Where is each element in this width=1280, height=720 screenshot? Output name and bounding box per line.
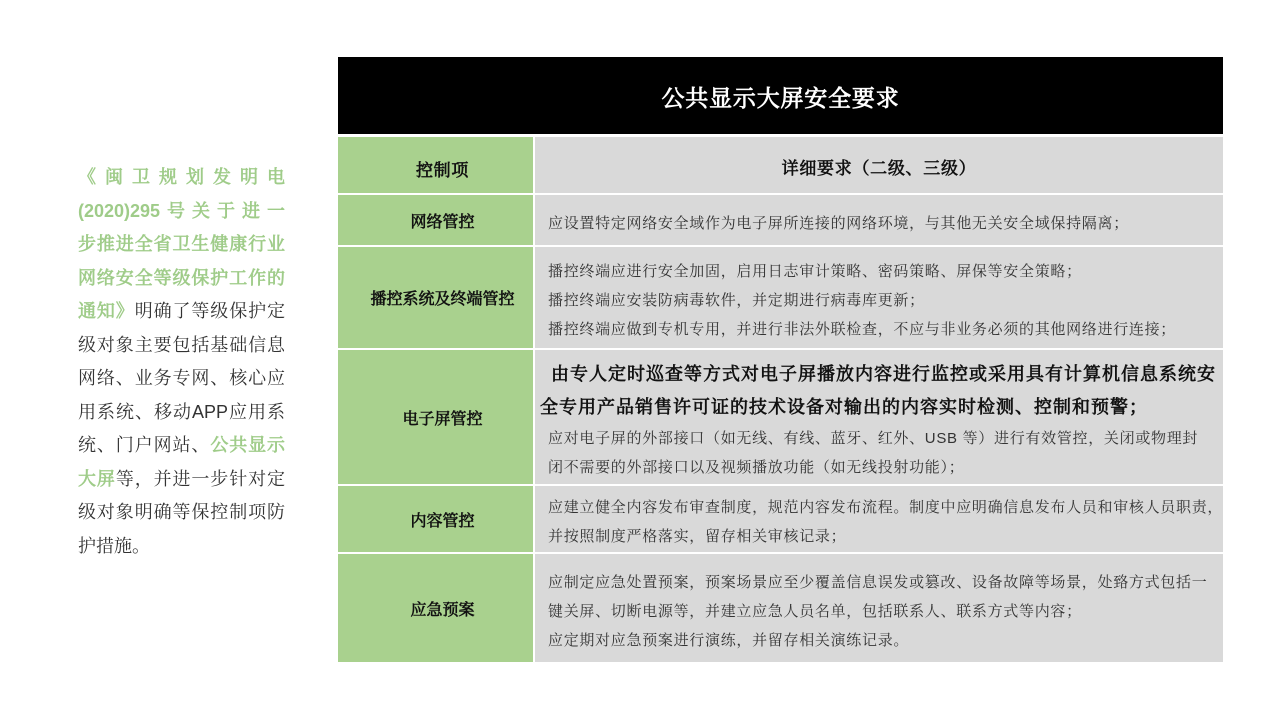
control-item-text: 电子屏管控	[402, 410, 483, 428]
requirement-line: 播控终端应安装防病毒软件，并定期进行病毒库更新；	[548, 292, 925, 309]
control-item-label	[338, 554, 533, 662]
intro-highlight-term: 大屏	[78, 468, 116, 489]
column-header-control	[338, 137, 533, 193]
intro-line	[78, 329, 285, 363]
requirement-item	[548, 626, 1223, 655]
requirement-line: 并按照制度严格落实，留存相关审核记录；	[548, 528, 847, 545]
intro-line	[78, 262, 285, 296]
intro-text: 护措施。	[78, 535, 150, 556]
intro-line	[78, 295, 285, 329]
intro-document-title: 步推进全省卫生健康行业	[78, 234, 285, 254]
control-item-label	[338, 247, 533, 348]
intro-paragraph	[78, 161, 285, 563]
intro-line	[78, 396, 285, 430]
intro-text: 等，并进一步针对定	[115, 468, 286, 489]
control-item-text: 应急预案	[410, 601, 475, 619]
intro-line	[78, 161, 285, 195]
table-title: 公共显示大屏安全要求	[661, 85, 900, 111]
intro-text: 级对象明确等保控制项防	[78, 502, 285, 522]
column-header-requirements-text: 详细要求（二级、三级）	[781, 158, 977, 178]
intro-text: 明确了等级保护定	[134, 301, 286, 321]
control-item-label	[338, 195, 533, 245]
requirement-item	[548, 209, 1223, 238]
control-item-text: 内容管控	[410, 512, 475, 530]
intro-document-title: 《闽卫规划发明电	[78, 167, 285, 187]
requirements-table	[338, 57, 1223, 662]
intro-text: 网络、业务专网、核心应	[78, 368, 285, 388]
intro-document-title: (2020)295号关于进一	[78, 200, 285, 221]
requirement-line: 闭不需要的外部接口以及视频播放功能（如无线投射功能）；	[548, 459, 965, 476]
control-item-label	[338, 486, 533, 552]
intro-line	[78, 496, 285, 530]
requirement-cell	[535, 247, 1223, 348]
requirement-line: 全专用产品销售许可证的技术设备对输出的内容实时检测、控制和预警；	[540, 397, 1148, 417]
control-item-text: 网络管控	[410, 213, 475, 231]
intro-line	[78, 228, 285, 262]
requirement-item	[548, 424, 1223, 482]
control-item-text: 播控系统及终端管控	[370, 291, 515, 308]
requirement-line: 播控终端应做到专机专用，并进行非法外联检查，不应与非业务必须的其他网络进行连接；	[548, 321, 1177, 338]
table-grid	[338, 137, 1223, 662]
requirement-line: 应建立健全内容发布审查制度，规范内容发布流程。制度中应明确信息发布人员和审核人员职责，	[548, 499, 1224, 516]
requirement-item	[548, 315, 1223, 344]
requirement-item	[548, 568, 1223, 626]
requirement-item	[548, 257, 1223, 286]
requirement-line: 由专人定时巡查等方式对电子屏播放内容进行监控或采用具有计算机信息系统安	[551, 364, 1216, 384]
requirement-line: 应对电子屏的外部接口（如无线、有线、蓝牙、红外、USB 等）进行有效管控，关闭或物理封	[548, 430, 1199, 447]
intro-text: 统、门户网站、	[78, 435, 211, 455]
table-title-bar	[338, 57, 1223, 134]
intro-document-title: 通知》	[78, 301, 135, 321]
intro-text: 用系统、移动APP应用系	[78, 401, 285, 422]
column-header-requirements	[535, 137, 1223, 193]
intro-line	[78, 429, 285, 463]
requirement-item	[548, 286, 1223, 315]
requirement-cell	[535, 350, 1223, 484]
intro-line	[78, 463, 285, 497]
requirement-item-emphasized	[540, 358, 1223, 424]
requirement-cell	[535, 554, 1223, 662]
requirement-line: 应制定应急处置预案，预案场景应至少覆盖信息误发或篡改、设备故障等场景，处臵方式包括一	[548, 573, 1208, 591]
intro-highlight-term: 公共显示	[210, 435, 286, 455]
requirement-cell	[535, 486, 1223, 552]
intro-line	[78, 530, 285, 564]
control-item-label	[338, 350, 533, 484]
requirement-line: 应设置特定网络安全域作为电子屏所连接的网络环境，与其他无关安全域保持隔离；	[548, 214, 1129, 232]
column-header-control-text: 控制项	[415, 160, 470, 180]
intro-line	[78, 195, 285, 229]
intro-line	[78, 362, 285, 396]
requirement-item	[548, 493, 1223, 551]
requirement-cell	[535, 195, 1223, 245]
requirement-line: 应定期对应急预案进行演练，并留存相关演练记录。	[548, 631, 910, 649]
requirement-line: 播控终端应进行安全加固，启用日志审计策略、密码策略、屏保等安全策略；	[548, 263, 1082, 280]
requirement-line: 键关屏、切断电源等，并建立应急人员名单，包括联系人、联系方式等内容；	[548, 602, 1082, 620]
intro-text: 级对象主要包括基础信息	[78, 334, 285, 355]
intro-document-title: 网络安全等级保护工作的	[78, 267, 285, 288]
